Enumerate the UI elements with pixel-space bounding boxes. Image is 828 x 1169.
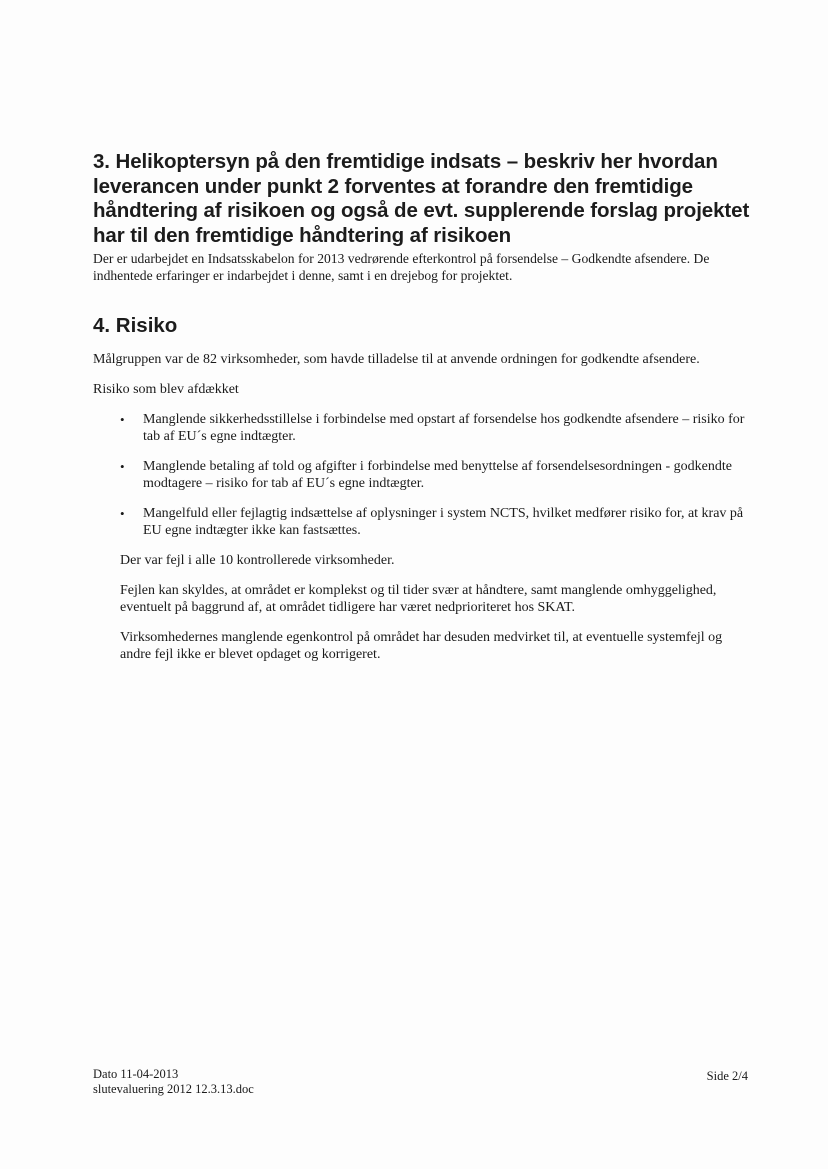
section-3-heading: 3. Helikoptersyn på den fremtidige indsats – beskriv her hvordan leverancen under punkt 2 forventes at forandre den fremtidige håndtering af risikoen og også de evt. supplerende forslag projektet har til den fremtidige håndtering af risikoen [93, 150, 750, 247]
indented-paragraphs [93, 552, 753, 663]
list-item [120, 458, 753, 492]
bullet-icon: • [120, 506, 125, 521]
errors-text: Der var fejl i alle 10 kontrollerede virksomheder. [120, 553, 395, 568]
list-item [120, 505, 753, 539]
list-item-text: Manglende sikkerhedsstillelse i forbindelse med opstart af forsendelse hos godkendte afsendere – risiko for tab af EU´s egne indtægter. [143, 412, 745, 444]
list-item [120, 411, 753, 445]
list-item-text: Mangelfuld eller fejlagtig indsættelse af oplysninger i system NCTS, hvilket medfører risiko for, at krav på EU egne indtægter ikke kan fastsættes. [143, 506, 744, 538]
list-item-text: Manglende betaling af told og afgifter i forbindelse med benyttelse af forsendelsesordningen - godkendte modtagere – risiko for tab af EU´s egne indtægter. [143, 459, 732, 491]
section-4-heading: 4. Risiko [93, 314, 178, 337]
target-group-text: Målgruppen var de 82 virksomheder, som havde tilladelse til at anvende ordningen for godkendte afsendere. [93, 352, 700, 367]
bullet-icon: • [120, 412, 125, 427]
risk-list [93, 411, 753, 539]
cause-text: Fejlen kan skyldes, at området er komplekst og til tider svær at håndtere, samt manglende omhyggelighed, eventuelt på baggrund af, at området tidligere har været nedprioriteret hos SKAT. [120, 583, 717, 615]
footer-date: Dato 11-04-2013 [93, 1067, 179, 1081]
bullet-icon: • [120, 459, 125, 474]
footer-meta [93, 1067, 254, 1097]
section-3-body: Der er udarbejdet en Indsatsskabelon for 2013 vedrørende efterkontrol på forsendelse – Godkendte afsendere. De indhentede erfaringer er indarbejdet i denne, samt i en drejebog for projektet. [93, 251, 710, 283]
risk-label: Risiko som blev afdækket [93, 382, 239, 397]
document-content [93, 150, 753, 663]
control-text: Virksomhedernes manglende egenkontrol på området har desuden medvirket til, at eventuelle systemfejl og andre fejl ikke er blevet opdaget og korrigeret. [120, 630, 723, 662]
footer-filename: slutevaluering 2012 12.3.13.doc [93, 1082, 254, 1096]
footer-page-number: Side 2/4 [706, 1069, 748, 1083]
